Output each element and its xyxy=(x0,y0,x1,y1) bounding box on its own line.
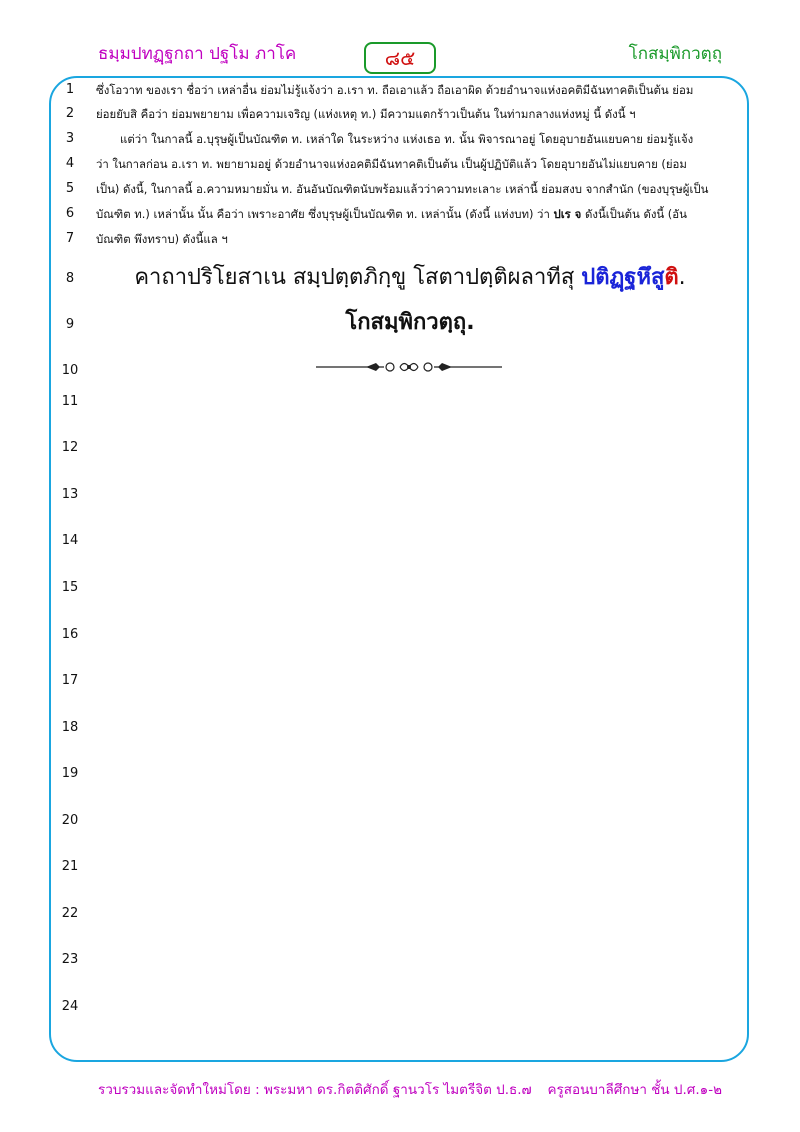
line-number: 6 xyxy=(65,206,75,221)
line-number: 17 xyxy=(61,673,79,688)
text-line-6 xyxy=(96,206,724,222)
line-number: 14 xyxy=(61,533,79,548)
chapter-title: โกสมฺพิกวตฺถุ xyxy=(628,44,722,64)
text-line-2: ย่อยยับสิ คือว่า ย่อมพยายาม เพื่อความเจริญ (แห่งเหตุ ท.) มีความแตกร้าวเป็นต้น ในท่ามกลางแห่งหมู่ นี้ ดังนี้ ฯ xyxy=(96,107,636,121)
line-number: 19 xyxy=(61,766,79,781)
verse-highlight-red: ติ xyxy=(664,265,679,290)
verse-period: . xyxy=(678,265,686,290)
line-number: 20 xyxy=(61,813,79,828)
line-number: 24 xyxy=(61,999,79,1014)
text-line-7: บัณฑิต พึงทราบ) ดังนี้แล ฯ xyxy=(96,232,228,246)
line-number: 16 xyxy=(61,627,79,642)
verse-highlight-blue: ปติฏฺฐหึสู xyxy=(581,265,665,290)
line-number: 15 xyxy=(61,580,79,595)
book-title: ธมฺมปทฏฺฐกถา ปฐโม ภาโค xyxy=(98,44,297,64)
line-number: 7 xyxy=(65,231,75,246)
text-line-4: ว่า ในกาลก่อน อ.เรา ท. พยายามอยู่ ด้วยอำนาจแห่งอคติมีฉันทาคติเป็นต้น เป็นผู้ปฏิบัติแล้ว โดยอุบายอันไม่แยบคาย (ย่อม xyxy=(96,157,687,171)
line-number: 1 xyxy=(65,82,75,97)
ornament-divider-icon xyxy=(314,358,504,376)
story-title-end: โกสมฺพิกวตฺถุ. xyxy=(345,310,475,335)
line-number: 23 xyxy=(61,952,79,967)
verse-line-8 xyxy=(96,263,724,293)
line-number: 22 xyxy=(61,906,79,921)
text-line-1: ซึ่งโอวาท ของเรา ชื่อว่า เหล่าอื่น ย่อมไม่รู้แจ้งว่า อ.เรา ท. ถือเอาแล้ว ถือเอาผิด ด้วยอำนาจแห่งอคติมีฉันทาคติเป็นต้น ย่อม xyxy=(96,83,694,97)
line-number: 5 xyxy=(65,181,75,196)
line-number: 3 xyxy=(65,131,75,146)
line-number: 9 xyxy=(65,317,75,332)
text-line-3: แต่ว่า ในกาลนี้ อ.บุรุษผู้เป็นบัณฑิต ท. เหล่าใด ในระหว่าง แห่งเธอ ท. นั้น พิจารณาอยู่ โดยอุบายอันแยบคาย ย่อมรู้แจ้ง xyxy=(120,132,694,146)
content-frame xyxy=(49,76,749,1062)
line-number: 13 xyxy=(61,487,79,502)
text-line-6-start: บัณฑิต ท.) เหล่านั้น นั้น คือว่า เพราะอาศัย ซึ่งบุรุษผู้เป็นบัณฑิต ท. เหล่านั้น (ดังนี้ แห่งบท) ว่า xyxy=(96,207,554,221)
text-line-5: เป็น) ดังนี้, ในกาลนี้ อ.ความหมายมั่น ท. อันอันบัณฑิตนับพร้อมแล้วว่าความทะเลาะ เหล่านี้ ย่อมสงบ จากสำนัก (ของบุรุษผู้เป็น xyxy=(96,182,709,196)
line-number: 21 xyxy=(61,859,79,874)
footer-teacher: ครูสอนบาลีศึกษา ชั้น ป.ศ.๑-๒ xyxy=(547,1082,722,1098)
line-number: 8 xyxy=(65,271,75,286)
line-number: 10 xyxy=(61,363,79,378)
line-number: 11 xyxy=(61,394,79,409)
line-number: 18 xyxy=(61,720,79,735)
line-number: 12 xyxy=(61,440,79,455)
page-number-badge: ๘๕ xyxy=(364,42,436,74)
text-line-6-end: ดังนี้เป็นต้น ดังนี้ (อัน xyxy=(581,207,687,221)
line-number: 2 xyxy=(65,106,75,121)
verse-text: คาถาปริโยสาเน สมฺปตฺตภิกฺขู โสตาปตฺติผลาทีสุ xyxy=(134,265,582,290)
footer-compiler: รวบรวมและจัดทำใหม่โดย : พระมหา ดร.กิตติศักดิ์ ฐานวโร ไมตรีจิต ป.ธ.๗ xyxy=(98,1082,532,1098)
line-number: 4 xyxy=(65,156,75,171)
pali-quote: ปเร จ xyxy=(553,207,582,221)
